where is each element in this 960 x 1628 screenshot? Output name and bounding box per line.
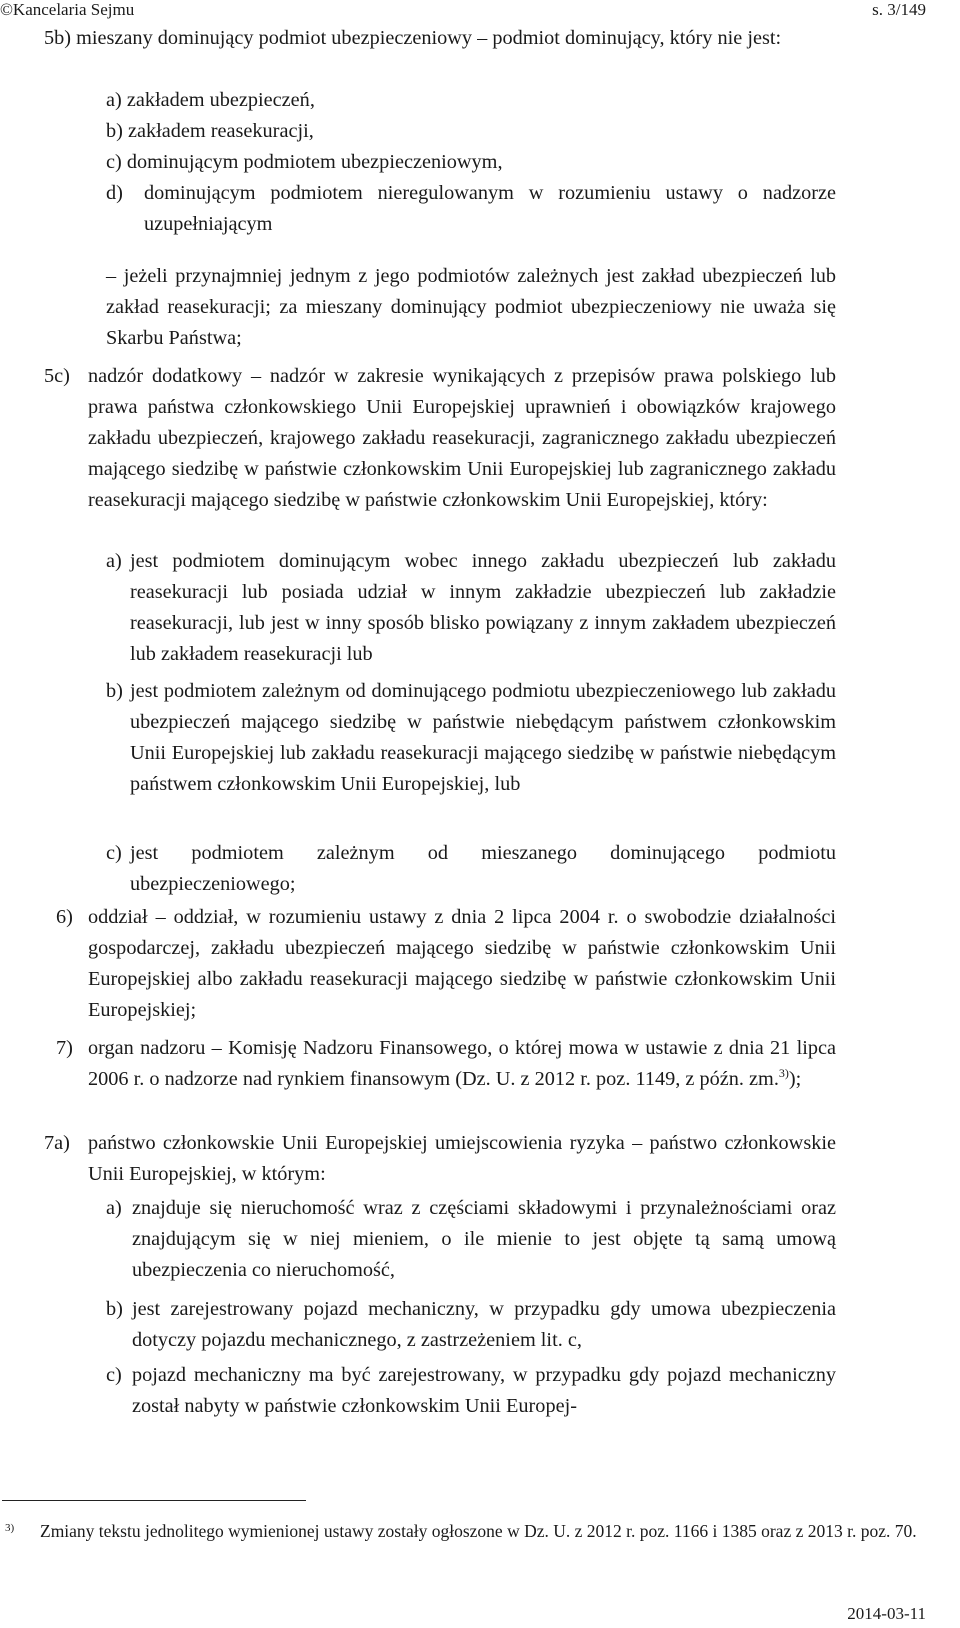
item-text: nadzór dodatkowy – nadzór w zakresie wynikających z przepisów prawa polskiego lub prawa państwa członkowskiego Unii Europejskiej uprawnień i obowiązków krajowego zakładu ubezpieczeń, krajowego zakładu reasekuracji, zagranicznego zakładu ubezpieczeń mającego siedzibę w państwie członkowskim Unii Europejskiej lub zagranicznego zakładu reasekuracji mającego siedzibę w państwie członkowskim Unii Europejskiej, który: — [88, 365, 836, 511]
footnote-mark: 3) — [5, 1522, 15, 1534]
item-7a-sub-c: c) pojazd mechaniczny ma być zarejestrowany, w przypadku gdy pojazd mechaniczny został nabyty w państwie członkowskim Unii Europej- — [106, 1364, 836, 1417]
item-label: 7a) — [44, 1132, 70, 1154]
footer-date: 2014-03-11 — [847, 1604, 926, 1623]
item-5c-sub-c: c) jest podmiotem zależnym od mieszanego dominującego podmiotu ubezpieczeniowego; — [106, 842, 836, 895]
item-text: organ nadzoru – Komisję Nadzoru Finansowego, o której mowa w ustawie z dnia 21 lipca 2006 r. o nadzorze nad rynkiem finansowym (Dz. U. z 2012 r. poz. 1149, z późn. zm. — [88, 1037, 836, 1090]
item-5b-main — [44, 23, 836, 54]
footnote-text: Zmiany tekstu jednolitego wymienionej ustawy zostały ogłoszone w Dz. U. z 2012 r. poz. 1166 i 1385 oraz z 2013 r. poz. 70. — [40, 1521, 917, 1541]
footnote-separator — [2, 1500, 306, 1501]
item-7a — [44, 1128, 836, 1190]
item-5b — [44, 23, 836, 54]
item-7a-sub-a: a) znajduje się nieruchomość wraz z częściami składowymi i przynależnościami oraz znajdującym się w niej mieniem, o ile mienie to jest objęte tą samą umową ubezpieczenia co nieruchomość, — [106, 1197, 836, 1281]
item-label: 5c) — [44, 365, 70, 387]
item-7a-sub-b: b) jest zarejestrowany pojazd mechaniczny, w przypadku gdy umowa ubezpieczenia dotyczy pojazdu mechanicznego, z zastrzeżeniem lit. c, — [106, 1298, 836, 1351]
item-5c-sub-b: b) jest podmiotem zależnym od dominującego podmiotu ubezpieczeniowego lub zakładu ubezpieczeń mającego siedzibę w państwie niebędącym państwem członkowskim Unii Europejskiej lub zakładu reasekuracji mającego siedzibę w państwie niebędącym państwem członkowskim Unii Europejskiej, lub — [106, 680, 836, 795]
item-6 — [56, 902, 836, 1026]
item-label: 5b) — [44, 27, 72, 49]
item-text: państwo członkowskie Unii Europejskiej umiejscowienia ryzyka – państwo członkowskie Unii Europejskiej, w którym: — [88, 1132, 836, 1185]
item-label: 6) — [56, 906, 73, 928]
item-text: mieszany dominujący podmiot ubezpieczeniowy – podmiot dominujący, który nie jest: — [76, 27, 782, 49]
item-5b-sub-list — [106, 85, 836, 178]
item-5c-sub-a: a) jest podmiotem dominującym wobec innego zakładu ubezpieczeń lub zakładu reasekuracji lub posiada udział w innym zakładzie ubezpieczeń lub zakładzie reasekuracji, lub jest w inny sposób blisko powiązany z innym zakładem ubezpieczeń lub zakładem reasekuracji lub — [106, 550, 836, 665]
item-text: oddział – oddział, w rozumieniu ustawy z dnia 2 lipca 2004 r. o swobodzie działalności gospodarczej, zakładu ubezpieczeń mającego siedzibę w państwie członkowskim Unii Europejskiej albo zakładu reasekuracji mającego siedzibę w państwie członkowskim Unii Europejskiej; — [88, 906, 836, 1021]
sub-item: b) zakładem reasekuracji, — [106, 120, 314, 142]
item-5b-tail: – jeżeli przynajmniej jednym z jego podmiotów zależnych jest zakład ubezpieczeń lub zakład reasekuracji; za mieszany dominujący podmiot ubezpieczeniowy nie uważa się Skarbu Państwa; — [106, 265, 836, 349]
item-label: 7) — [56, 1037, 73, 1059]
header-copyright: ©Kancelaria Sejmu — [0, 0, 135, 19]
footnote-reference[interactable]: 3) — [778, 1066, 789, 1081]
sub-item: c) dominującym podmiotem ubezpieczeniowym, — [106, 151, 503, 173]
sub-item: a) zakładem ubezpieczeń, — [106, 89, 315, 111]
item-5c — [44, 361, 836, 516]
header-page-number: s. 3/149 — [872, 0, 926, 19]
sub-item-d: d) dominującym podmiotem nieregulowanym w rozumieniu ustawy o nadzorze uzupełniającym — [106, 182, 836, 235]
item-7: 7) organ nadzoru – Komisję Nadzoru Finansowego, o której mowa w ustawie z dnia 21 lipca 2006 r. o nadzorze nad rynkiem finansowym (Dz. U. z 2012 r. poz. 1149, z późn. zm.$^{3)}$); — [56, 1033, 836, 1095]
